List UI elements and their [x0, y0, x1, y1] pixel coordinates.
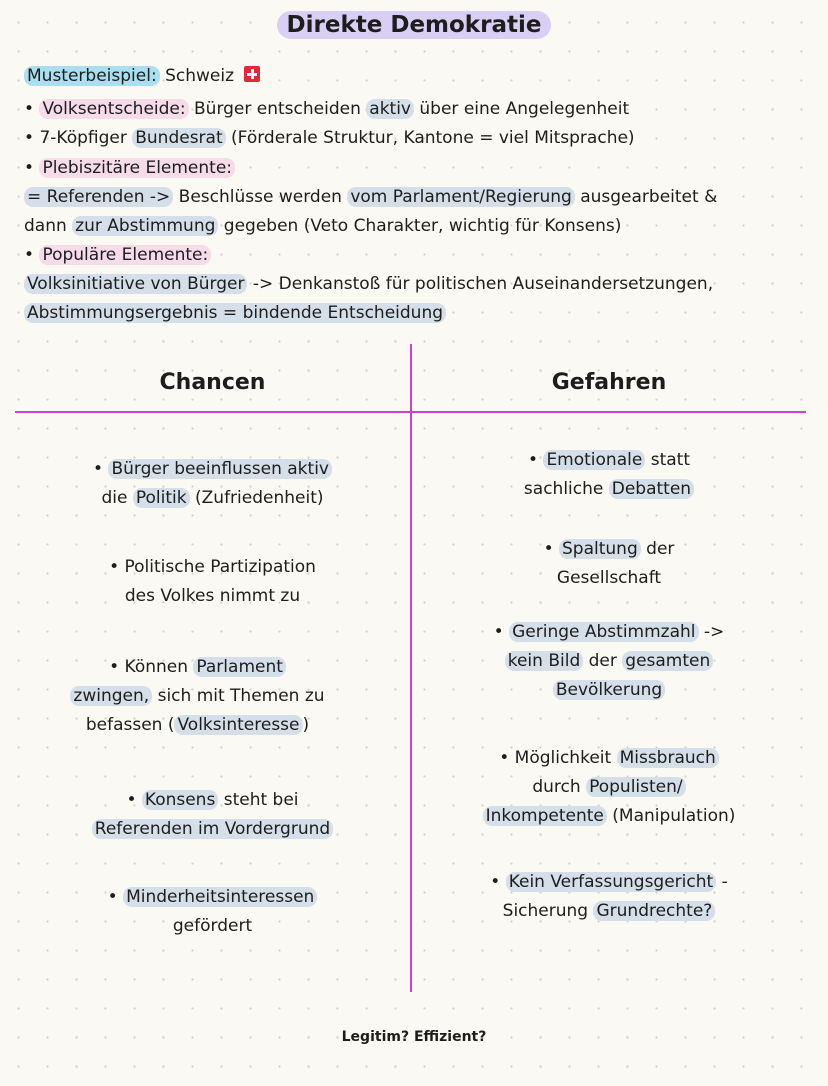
- footer-question: Legitim? Effizient?: [341, 1029, 487, 1045]
- bullet-plebiszitaer: • Plebiszitäre Elemente:: [24, 158, 235, 178]
- chancen-heading: Chancen: [159, 370, 266, 395]
- gefahren-item-3: • Geringe Abstimmzahl -> kein Bild der gesamten Bevölkerung: [493, 622, 725, 700]
- chancen-item-2: • Politische Partizipation des Volkes nimmt zu: [109, 557, 316, 606]
- abstimmung-line: dann zur Abstimmung gegeben (Veto Charakter, wichtig für Konsens): [24, 216, 622, 236]
- gefahren-item-1: • Emotionale statt sachliche Debatten: [412, 446, 806, 504]
- chancen-item-1: • Bürger beeinflussen aktiv die Politik (Zufriedenheit): [15, 455, 410, 513]
- example-line: Musterbeispiel: Schweiz: [24, 66, 260, 86]
- abstimmungsergebnis-line: Abstimmungsergebnis = bindende Entscheidung: [24, 303, 446, 323]
- bullet-populaer: • Populäre Elemente:: [24, 245, 211, 265]
- swiss-flag-icon: [244, 66, 260, 82]
- volksinitiative-line: Volksinitiative von Bürger -> Denkanstoß für politischen Auseinandersetzungen,: [24, 274, 713, 294]
- referenden-line: = Referenden -> Beschlüsse werden vom Parlament/Regierung ausgearbeitet &: [24, 187, 717, 207]
- bullet-bundesrat: • 7-Köpfiger Bundesrat (Förderale Struktur, Kantone = viel Mitsprache): [24, 128, 635, 148]
- gefahren-item-5: • Kein Verfassungsgericht - Sicherung Grundrechte?: [490, 872, 728, 921]
- gefahren-item-4: • Möglichkeit Missbrauch durch Populisten/ Inkompetente (Manipulation): [412, 744, 806, 831]
- gefahren-heading: Gefahren: [551, 370, 667, 395]
- page-title: Direkte Demokratie: [0, 12, 828, 38]
- table-horizontal-divider: [15, 411, 806, 413]
- chancen-item-4: • Konsens steht bei Referenden im Vordergrund: [15, 786, 410, 844]
- chancen-item-3: • Können Parlament zwingen, sich mit Themen zu befassen ( Volksinteresse ): [0, 653, 395, 740]
- chancen-item-5: • Minderheitsinteressen gefördert: [15, 883, 410, 941]
- bullet-volksentscheide: • Volksentscheide: Bürger entscheiden aktiv über eine Angelegenheit: [24, 99, 630, 119]
- gefahren-item-2: • Spaltung der Gesellschaft: [543, 539, 675, 588]
